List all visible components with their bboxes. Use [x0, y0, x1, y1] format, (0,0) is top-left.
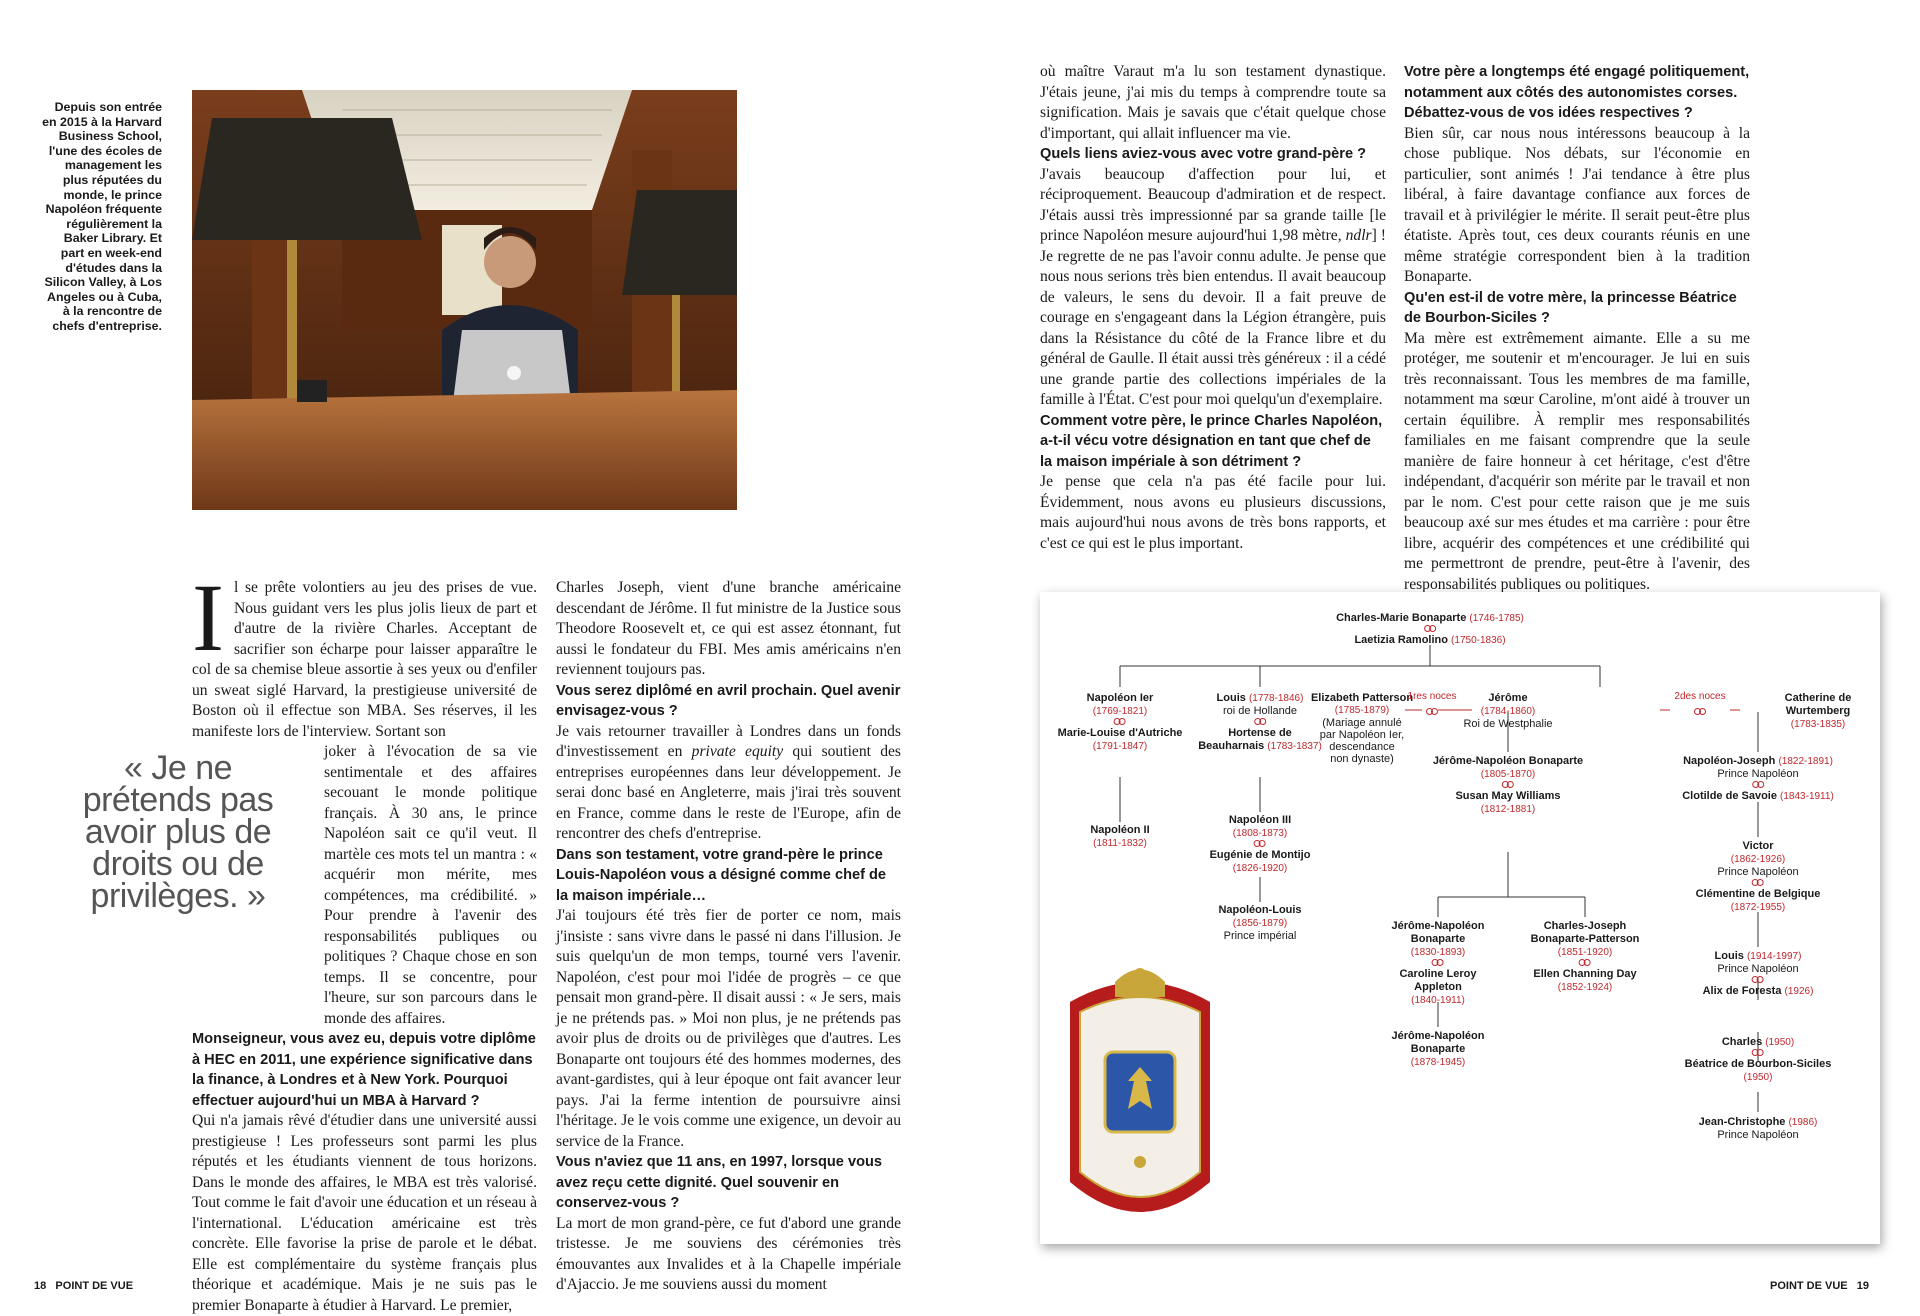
answer-1-cont: Charles Joseph, vient d'une branche américaine descendant de Jérôme. Il fut ministre de la Justice sous Theodore Roosevelt et, ce qui est assez étonnant, fut aussi le fondateur du FBI. Mes amis américains n'en reviennent toujours pas.: [556, 579, 901, 678]
tree-node-napoleon-joseph: Napoléon-Joseph (1822-1891) Prince Napoléon Clotilde de Savoie (1843-1911): [1682, 755, 1834, 802]
tree-node-napoleon-3: Napoléon III (1808-1873) Eugénie de Montijo (1826-1920): [1209, 814, 1311, 874]
imperial-coat-of-arms: [1070, 968, 1210, 1212]
article-column-3: [1040, 62, 1386, 554]
tree-marriage-rings-2: [1693, 706, 1707, 719]
library-photo: [192, 90, 737, 510]
question-6: Comment votre père, le prince Charles Napoléon, a-t-il vécu votre désignation en tant que chef de la maison impériale à son détriment ?: [1040, 412, 1383, 470]
tree-label-second-marriage: 2des noces: [1674, 691, 1726, 702]
article-column-4: [1404, 62, 1750, 595]
marriage-rings-icon: [1751, 781, 1765, 788]
brand-left: POINT DE VUE: [55, 1280, 134, 1292]
tree-node-elizabeth: Elizabeth Patterson (1785-1879) (Mariage annulé par Napoléon Ier, descendance non dynaste): [1310, 692, 1414, 765]
tree-node-charles-joseph: Charles-Joseph Bonaparte-Patterson (1851-1920) Ellen Channing Day (1852-1924): [1530, 920, 1640, 993]
answer-1: Qui n'a jamais rêvé d'étudier dans une université aussi prestigieuse ! Les professeurs sont parmi les plus réputés et les étudiants viennent de tous horizons. Dans le monde des affaires, le MBA est très valorisé. Tout comme le fait d'avoir une éducation et un réseau à l'international. L'éducation américaine est très concrète. Elle favorise la prise de parole et le débat. Elle est complémentaire du système français plus théorique et académique. Mais je ne suis pas le premier Bonaparte à étudier à Harvard. Le premier,: [192, 1112, 537, 1314]
right-folio: [1770, 1280, 1869, 1292]
page-number-left: 18: [34, 1280, 47, 1292]
question-2: Vous serez diplômé en avril prochain. Quel avenir envisagez-vous ?: [556, 682, 901, 719]
answer-4: La mort de mon grand-père, ce fut d'abord une grande tristesse. Je me souviens des cérémonies très émouvantes aux Invalides et à la Chapelle impériale d'Ajaccio. Je me souviens aussi du moment: [556, 1214, 901, 1293]
tree-node-jerome-napoleon-2: Jérôme-Napoléon Bonaparte (1830-1893) Caroline Leroy Appleton (1840-1911): [1391, 920, 1485, 1006]
question-5: Quels liens aviez-vous avec votre grand-père ?: [1040, 146, 1367, 162]
article-column-1: [192, 564, 537, 1316]
article-column-2: [556, 578, 901, 1296]
marriage-rings-icon: [1431, 959, 1445, 966]
tree-node-napoleon-1: Napoléon Ier (1769-1821) Marie-Louise d'Autriche (1791-1847): [1057, 692, 1183, 752]
marriage-rings-icon: [1751, 976, 1765, 983]
answer-4-cont: où maître Varaut m'a lu son testament dynastique. J'étais jeune, j'ai mis du temps à comprendre toute sa signification. Mais je savais que c'était quelque chose d'important, qui allait influencer ma vie.: [1040, 63, 1386, 142]
marriage-rings-icon: [1751, 1049, 1765, 1056]
marriage-rings-icon: [1425, 708, 1439, 715]
left-folio: [34, 1280, 133, 1292]
tree-node-victor: Victor (1862-1926) Prince Napoléon Clémentine de Belgique (1872-1955): [1695, 840, 1821, 913]
answer-2: Je vais retourner travailler à Londres dans un fonds d'investissement en private equity qui soutient des entreprises européennes dans leur développement. Je serai donc basé en Angleterre, mais j'irai très souvent en France, comme dans le reste de l'Europe, afin de rencontrer des chefs d'entreprise.: [556, 722, 901, 842]
tree-marriage-rings-1: [1425, 706, 1439, 719]
family-tree-lines: [1040, 592, 1880, 1244]
answer-8: Ma mère est extrêmement aimante. Elle a su me protéger, me soutenir et m'encourager. Je lui en suis très reconnaissant. Tous les membres de ma famille, notamment ma sœur Caroline, m'ont aidé à trouver un certain équilibre. À remplir mes responsabilités familiales en me faisant comprendre que la seule manière de faire honneur à cet héritage, c'est d'être indépendant, d'acquérir son mérite par le travail et non par le nom. C'est pour cette raison que je me suis beaucoup axé sur mes études et ma carrière : pour être libre, acquérir des compétences et une crédibilité qui me permettront de prendre, peut-être à l'avenir, des responsabilités publiques ou politiques.: [1404, 329, 1750, 593]
tree-label-first-marriage: 1res noces: [1407, 691, 1457, 702]
answer-7: Bien sûr, car nous nous intéressons beaucoup à la chose publique. Nos débats, sur l'économie en particulier, sont animés ! J'ai tendance à être plus libéral, à faire davantage confiance aux forces de travail et à privilégier le mérite. Il serait peut-être plus étatiste. Après tout, ces deux courants réunis en une même stratégie correspondent bien à la tradition Bonaparte.: [1404, 124, 1750, 285]
photo-caption: Depuis son entrée en 2015 à la Harvard Business School, l'une des écoles de management les plus réputées du monde, le prince Napoléon fréquente régulièrement la Baker Library. Et part en week-end d'études dans la Silicon Valley, à Los Angeles ou à Cuba, à la rencontre de chefs d'entreprise.: [42, 100, 162, 333]
tree-node-jerome-napoleon-1: Jérôme-Napoléon Bonaparte (1805-1870) Susan May Williams (1812-1881): [1432, 755, 1584, 815]
marriage-rings-icon: [1578, 959, 1592, 966]
answer-5: J'avais beaucoup d'affection pour lui, et réciproquement. Beaucoup d'admiration et de respect. J'étais aussi très impressionné par sa grande taille [le prince Napoléon mesure aujourd'hui 1,98 mètre, ndlr] ! Je regrette de ne pas l'avoir connu adulte. Je pense que nous nous serions très bien entendus. Il avait beaucoup de valeurs, le sens du devoir. Il a fait preuve de courage en s'engageant dans la Légion étrangère, puis dans la Résistance du côté de la France libre et du général de Gaulle. Il était aussi très généreux : il a cédé une grande partie des collections impériales de la famille à l'État. C'est pour moi quelqu'un d'exemplaire.: [1040, 165, 1386, 408]
question-7: Votre père a longtemps été engagé politiquement, notamment aux côtés des autonomistes corses. Débattez-vous de vos idées respectives ?: [1404, 64, 1750, 121]
tree-node-jerome: Jérôme (1784-1860) Roi de Westphalie: [1463, 692, 1553, 730]
tree-node-louis: Louis (1778-1846) roi de Hollande Hortense de Beauharnais (1783-1837): [1198, 692, 1322, 752]
marriage-rings-icon: [1693, 708, 1707, 715]
question-8: Qu'en est-il de votre mère, la princesse Béatrice de Bourbon-Siciles ?: [1404, 289, 1737, 326]
tree-node-root: Charles-Marie Bonaparte (1746-1785) Laetizia Ramolino (1750-1836): [1336, 612, 1524, 646]
answer-3: J'ai toujours été très fier de porter ce nom, mais j'insiste : sans vivre dans le passé ni dans l'illusion. Je suis quelqu'un de mon temps, tourné vers l'avenir. Napoléon, c'est pour moi l'idée de progrès – ce que pensait mon grand-père. Il disait aussi : « Je sers, mais je ne prétends pas. » Moi non plus, je ne prétends pas avoir plus de droits ou de privilèges que d'autres. Les Bonaparte ont toujours été des hommes modernes, des avant-gardistes, qui à leur époque ont fait avancer leur pays. J'ai la ferme intention de poursuivre ainsi l'héritage. Je le vois comme une exigence, un devoir au service de la France.: [556, 907, 901, 1150]
intro-paragraph: l se prête volontiers au jeu des prises de vue. Nous guidant vers les plus jolis lieux de part et d'autre de la rivière Charles. Acceptant de sacrifier son écharpe pour laisser apparaître le col de sa chemise bleue assortie à ses yeux ou d'enfiler un sweat siglé Harvard, la prestigieuse université de Boston où il effectue son MBA. Ses réserves, il les manifeste lors de l'interview. Sortant son: [192, 579, 537, 740]
answer-6: Je pense que cela n'a pas été facile pour lui. Évidemment, nous avons eu plusieurs discussions, mais aujourd'hui nous avons de très bons rapports, et c'est ce qui est le plus important.: [1040, 473, 1386, 552]
question-3: Dans son testament, votre grand-père le prince Louis-Napoléon vous a désigné comme chef de la maison impériale…: [556, 846, 887, 904]
library-photo-illustration: [192, 90, 737, 510]
marriage-rings-icon: [1423, 625, 1437, 632]
tree-node-catherine: Catherine de Wurtemberg (1783-1835): [1784, 692, 1852, 730]
tree-node-napoleon-2: Napoléon II (1811-1832): [1090, 824, 1150, 849]
tree-node-jerome-napoleon-3: Jérôme-Napoléon Bonaparte (1878-1945): [1391, 1030, 1485, 1068]
pull-quote: « Je ne prétends pas avoir plus de droits ou de privilèges. »: [82, 749, 274, 915]
marriage-rings-icon: [1751, 879, 1765, 886]
tree-node-napoleon-louis: Napoléon-Louis (1856-1879) Prince impérial: [1218, 904, 1302, 942]
tree-node-louis-2: Louis (1914-1997) Prince Napoléon Alix de Foresta (1926): [1702, 950, 1814, 997]
marriage-rings-icon: [1253, 840, 1267, 847]
marriage-rings-icon: [1113, 718, 1127, 725]
marriage-rings-icon: [1253, 718, 1267, 725]
brand-right: POINT DE VUE: [1770, 1280, 1848, 1292]
page-number-right: 19: [1856, 1280, 1870, 1292]
question-1: Monseigneur, vous avez eu, depuis votre diplôme à HEC en 2011, une expérience significative dans la finance, à Londres et à New York. Pourquoi effectuer aujourd'hui un MBA à Harvard ?: [192, 1031, 536, 1109]
drop-cap: I: [192, 564, 224, 671]
marriage-rings-icon: [1501, 781, 1515, 788]
tree-node-jean-christophe: Jean-Christophe (1986) Prince Napoléon: [1698, 1116, 1818, 1141]
family-tree: [1040, 592, 1880, 1244]
tree-node-charles: Charles (1950) Béatrice de Bourbon-Siciles (1950): [1684, 1036, 1832, 1083]
intro-paragraph-cont: joker à l'évocation de sa vie sentimentale et des affaires secouant le monde politique français. À 30 ans, le prince Napoléon sait ce qu'il veut. Il martèle ces mots tel un mantra : « acquérir mon mérite, mes compétences, ma crédibilité. » Pour prendre à l'avenir des responsabilités publiques ou politiques ? Chaque chose en son temps. Il se concentre, pour l'heure, sur son parcours dans le monde des affaires.: [324, 743, 537, 1027]
question-4: Vous n'aviez que 11 ans, en 1997, lorsque vous avez reçu cette dignité. Quel souvenir en conservez-vous ?: [556, 1154, 883, 1211]
